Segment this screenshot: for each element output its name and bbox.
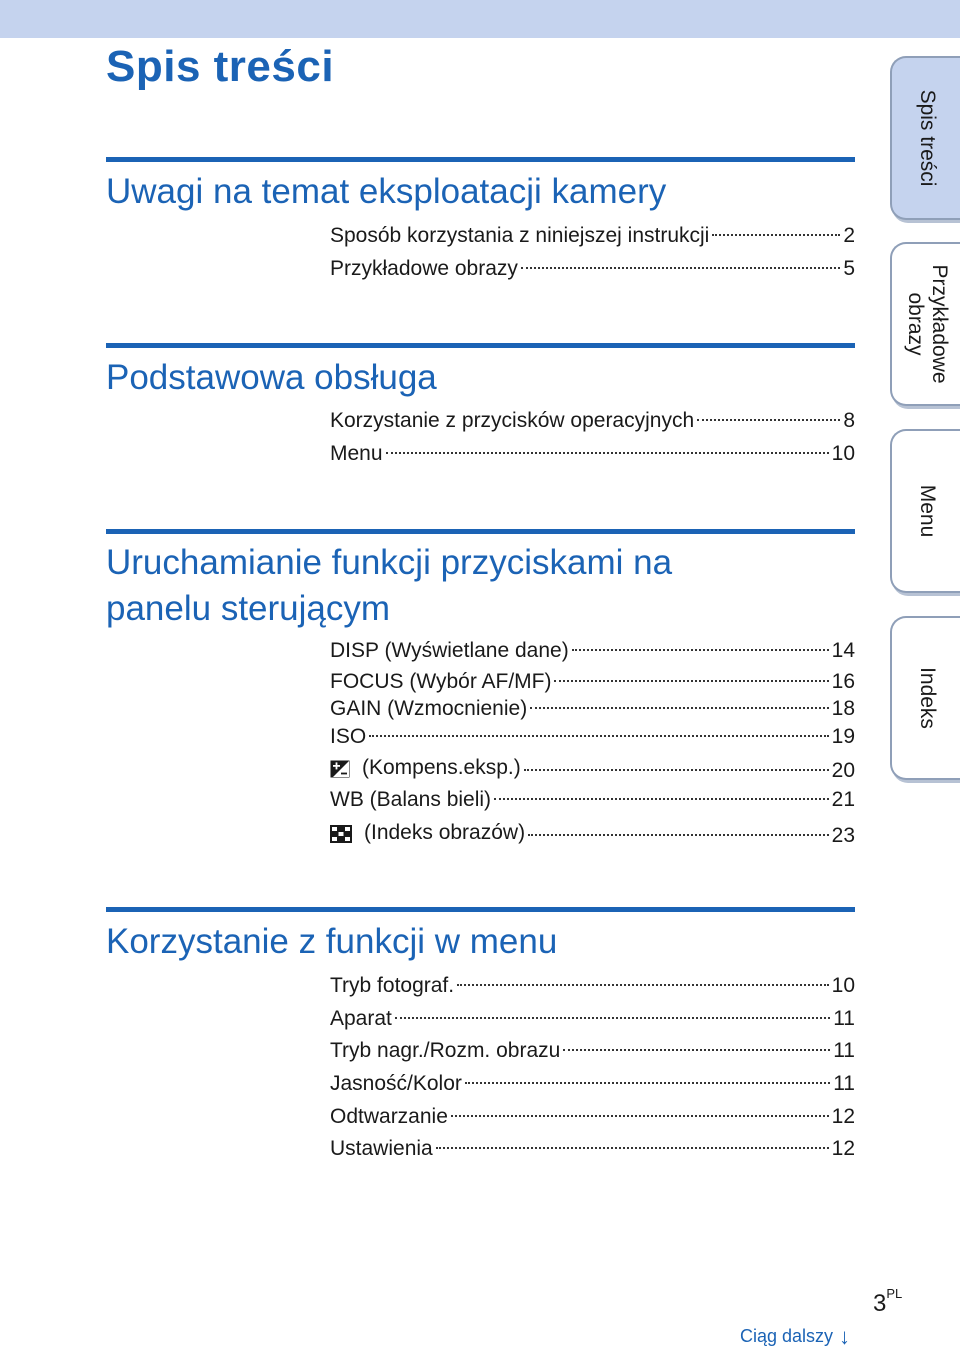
toc-entry-page: 8 [843, 409, 855, 432]
dot-leader [528, 834, 829, 836]
toc-entry-white-balance[interactable] [330, 784, 855, 817]
page-number [873, 1286, 903, 1318]
toc-entry-label-wrap [330, 752, 521, 785]
toc-entry-label: Sposób korzystania z niniejszej instrukcji [330, 224, 710, 247]
toc-entry-label: Menu [330, 441, 383, 465]
section-heading-line: Uruchamianie funkcji przyciskami na [106, 543, 673, 582]
dot-leader [563, 1049, 830, 1051]
toc-entry-page: 12 [831, 1137, 855, 1161]
tab-label: Indeks [916, 667, 939, 729]
section-heading: Korzystanie z funkcji w menu [106, 922, 558, 961]
toc-entry-gain[interactable] [330, 695, 855, 722]
continued-link[interactable] [740, 1323, 851, 1349]
section-heading-line: panelu sterującym [106, 589, 391, 628]
section-divider [106, 907, 855, 912]
dot-leader [369, 735, 828, 737]
page-number-suffix: PL [886, 1286, 903, 1301]
toc-entry-page: 21 [831, 788, 855, 812]
toc-entries [330, 635, 855, 850]
toc-entry-page: 10 [831, 441, 855, 465]
section-divider [106, 157, 855, 162]
dot-leader [521, 267, 840, 269]
page-title: Spis treści [106, 42, 335, 91]
toc-entry-sample-images[interactable] [330, 253, 855, 286]
toc-entry-image-index[interactable] [330, 817, 855, 850]
toc-entry-label: FOCUS (Wybór AF/MF) [330, 669, 552, 693]
header-bar [0, 0, 960, 38]
toc-entry-page: 11 [833, 1006, 855, 1030]
dot-leader [554, 680, 828, 682]
toc-entries [330, 970, 855, 1166]
toc-entry-label: Tryb fotograf. [330, 974, 455, 997]
toc-entry-page: 23 [831, 824, 855, 848]
toc-entry-usage[interactable] [330, 220, 855, 253]
toc-entry-camera[interactable] [330, 1003, 855, 1036]
section-control-panel [106, 529, 855, 848]
dot-leader [712, 234, 840, 236]
toc-entry-settings[interactable] [330, 1133, 855, 1166]
toc-entry-iso[interactable] [330, 722, 855, 752]
dot-leader [436, 1147, 829, 1149]
toc-entry-page: 2 [843, 224, 855, 247]
toc-entry-page: 11 [833, 1039, 855, 1063]
dot-leader [572, 649, 829, 651]
toc-entry-page: 5 [843, 256, 855, 280]
tab-label: Menu [916, 484, 939, 538]
toc-entry-disp[interactable] [330, 635, 855, 668]
toc-entry-page: 10 [831, 974, 855, 997]
section-divider [106, 529, 855, 534]
section-heading: Podstawowa obsługa [106, 358, 437, 397]
toc-entry-playback[interactable] [330, 1101, 855, 1134]
dot-leader [451, 1115, 829, 1117]
toc-entry-label: (Kompens.eksp.) [362, 755, 521, 779]
toc-entry-label: ISO [330, 724, 367, 748]
section-divider [106, 343, 855, 348]
toc-entry-page: 12 [831, 1104, 855, 1128]
toc-entry-exposure-compensation[interactable] [330, 752, 855, 785]
toc-entry-shooting-mode[interactable] [330, 970, 855, 1003]
tab-menu[interactable] [890, 429, 960, 593]
section-menu-functions [106, 907, 855, 1161]
dot-leader [465, 1082, 830, 1084]
tab-label-line: Przykładowe [928, 264, 951, 384]
toc-entry-page: 19 [831, 724, 855, 748]
section-operation-notes [106, 157, 855, 280]
toc-entry-rec-mode[interactable] [330, 1035, 855, 1068]
toc-entry-menu[interactable] [330, 438, 855, 471]
tab-index[interactable] [890, 616, 960, 780]
toc-entry-label: DISP (Wyświetlane dane) [330, 639, 569, 662]
toc-entry-label: GAIN (Wzmocnienie) [330, 696, 528, 720]
section-heading [106, 540, 855, 632]
dot-leader [457, 984, 829, 986]
image-index-icon [330, 825, 352, 843]
toc-entry-label: Odtwarzanie [330, 1104, 448, 1128]
toc-entry-label: Aparat [330, 1006, 392, 1030]
toc-entry-focus[interactable] [330, 668, 855, 695]
tab-label [903, 264, 951, 383]
toc-entry-page: 18 [831, 696, 855, 720]
dot-leader [386, 452, 829, 454]
toc-entry-operation-buttons[interactable] [330, 405, 855, 438]
toc-entry-label-wrap [330, 817, 525, 850]
dot-leader [494, 798, 829, 800]
toc-entry-label: Tryb nagr./Rozm. obrazu [330, 1039, 561, 1063]
toc-entry-page: 20 [831, 759, 855, 783]
tab-label-line: obrazy [904, 292, 927, 356]
section-basic-operation [106, 343, 855, 465]
dot-leader [395, 1017, 830, 1019]
toc-entry-brightness-color[interactable] [330, 1068, 855, 1101]
dot-leader [524, 769, 829, 771]
toc-entry-label: Przykładowe obrazy [330, 256, 518, 280]
section-heading: Uwagi na temat eksploatacji kamery [106, 172, 667, 211]
toc-entry-label: WB (Balans bieli) [330, 788, 492, 812]
exposure-compensation-icon [330, 760, 350, 778]
page-number-value: 3 [873, 1290, 887, 1317]
tab-label: Spis treści [916, 89, 939, 187]
toc-entry-page: 11 [833, 1072, 855, 1096]
toc-entry-label: Ustawienia [330, 1137, 433, 1161]
toc-entry-label: Jasność/Kolor [330, 1072, 462, 1096]
toc-entry-label: (Indeks obrazów) [364, 821, 526, 845]
tab-sample-images[interactable] [890, 242, 960, 406]
toc-entry-label: Korzystanie z przycisków operacyjnych [330, 409, 695, 432]
tab-table-of-contents[interactable] [890, 56, 960, 220]
toc-entries [330, 405, 855, 470]
toc-entries [330, 220, 855, 285]
toc-entry-page: 16 [831, 669, 855, 693]
arrow-down-icon: ↓ [839, 1323, 851, 1349]
dot-leader [530, 707, 828, 709]
toc-entry-page: 14 [831, 639, 855, 662]
continued-label: Ciąg dalszy [740, 1326, 834, 1346]
dot-leader [697, 419, 840, 421]
